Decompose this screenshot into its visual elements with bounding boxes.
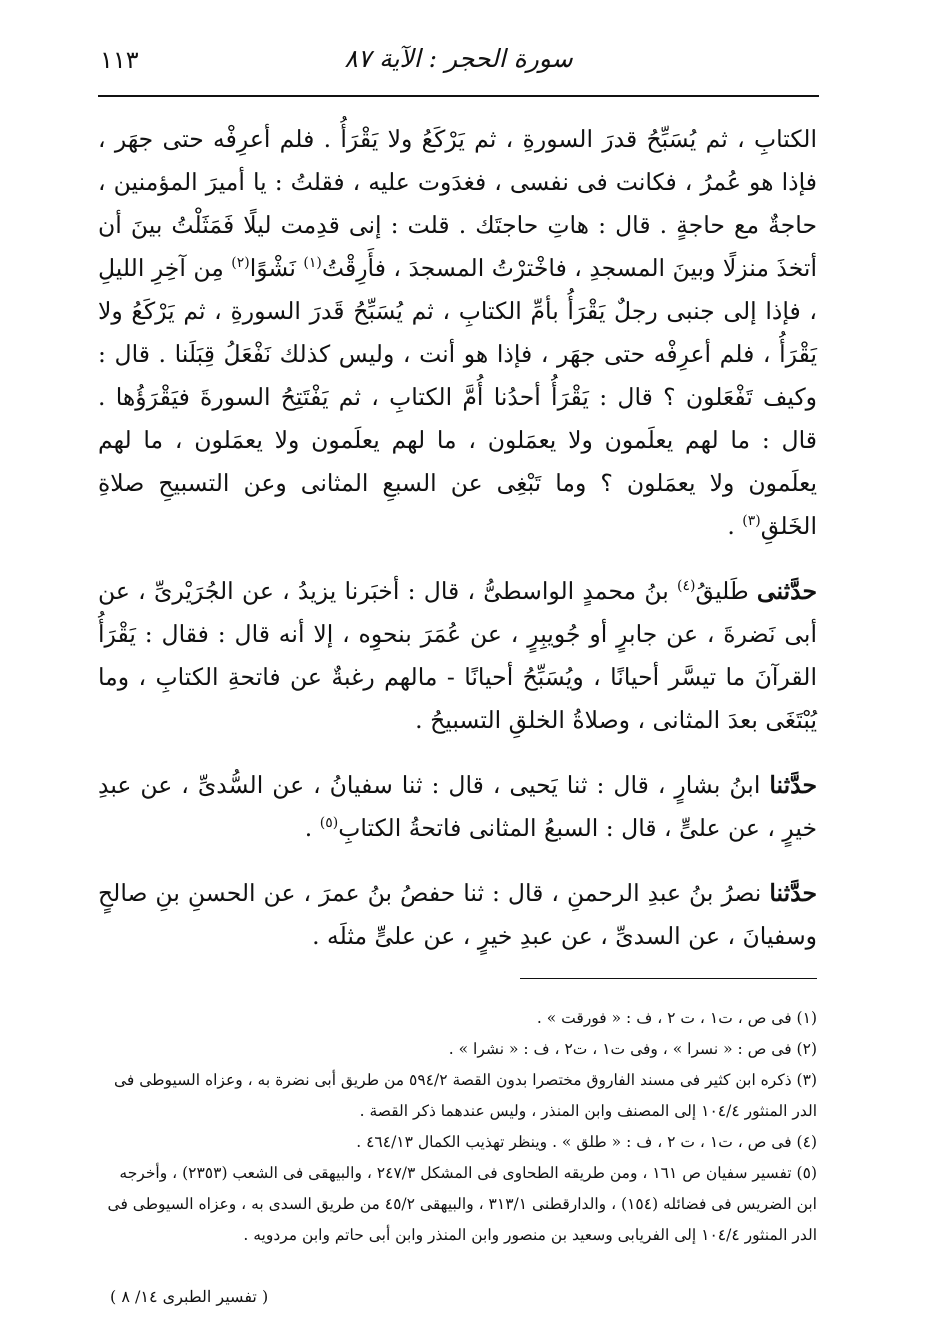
isnad-keyword: حدَّثنى xyxy=(756,577,817,605)
isnad-keyword: حدَّثنا xyxy=(769,771,817,799)
footnote-rule xyxy=(520,978,817,979)
footnote-4: (٤) فى ص ، ت١ ، ت ٢ ، ف : « طلق » . وينظر تهذيب الكمال ٤٦٤/١٣ . xyxy=(356,1133,817,1151)
footnote-ref-5: (٥) xyxy=(319,815,339,832)
header-rule xyxy=(98,95,819,97)
footnote-5: (٥) تفسير سفيان ص ١٦١ ، ومن طريقه الطحاوى فى المشكل ٢٤٧/٣ ، والبيهقى فى الشعب (٢٣٥٣) ، وأخرجه ابن الضريس فى فضائله (١٥٤) ، والدارقطنى ٣١٣/١ ، والبيهقى ٤٥/٢ من طريق السدى به ، وعزاه السيوطى فى الدر المنثور ١٠٤/٤ إلى الفريابى وسعيد بن منصور وابن المنذر وابن أبى حاتم وابن مردويه . xyxy=(107,1164,817,1244)
page-header xyxy=(100,40,817,84)
volume-marker: ( تفسير الطبرى ١٤/ ٨ ) xyxy=(110,1287,269,1306)
paragraph-4: حدَّثنا نصرُ بنُ عبدِ الرحمنِ ، قال : ثنا حفصُ بنُ عمرَ ، عن الحسنِ بنِ صالحٍ وسفيانَ ، عن السدىِّ ، عن عبدِ خيرٍ ، عن علىٍّ مثلَه . xyxy=(98,879,817,950)
main-text xyxy=(98,118,817,958)
page-number: ١١٣ xyxy=(100,46,139,74)
footnote-1: (١) فى ص ، ت١ ، ت ٢ ، ف : « فورقت » . xyxy=(536,1009,817,1027)
footnote-ref-4: (٤) xyxy=(677,578,696,595)
paragraph-1: الكتابِ ، ثم يُسَبِّحُ قدرَ السورةِ ، ثم يَرْكَعُ ولا يَقْرَأُ . فلم أعرِفْه حتى جهَر ، فإذا هو عُمرُ ، فكانت فى نفسى ، فغدَوت عليه ، فقلتُ : يا أميرَ المؤمنين ، حاجةٌ مع حاجةٍ . قال : هاتِ حاجتَك . قلت : إنى قدِمت ليلًا فَمَثَلْتُ بينَ أن أتخذَ منزلًا وبينَ المسجدِ ، فاخْترْتُ المسجدَ ، فأَرِقْتُ$^{(١)}$ نَشْوًا$^{(٢)}$ مِن آخِرِ الليلِ ، فإذا إلى جنبى رجلٌ يَقْرَأُ بأمِّ الكتابِ ، ثم يُسَبِّحُ قَدرَ السورةِ ، ثم يَرْكَعُ ولا يَقْرَأُ ، فلم أعرِفْه حتى جهَر ، فإذا هو أنت ، وليس كذلك نَفْعَلُ قِبَلَنا . قال : وكيف تَفْعَلون ؟ قال : يَقْرَأُ أحدُنا أُمَّ الكتابِ ، ثم يَفْتَتِحُ السورةَ فيَقْرَؤُها . قال : ما لهم يعلَمون ولا يعمَلون ، ما لهم يعلَمون ولا يعمَلون ، ما لهم يعلَمون ولا يعمَلون ؟ وما تَبْغِى عن السبعِ المثانى وعن التسبيحِ صلاةِ الخَلقِ$^{(٣)}$ . xyxy=(98,125,817,540)
isnad-keyword: حدَّثنا xyxy=(769,879,817,907)
paragraph-3: حدَّثنا ابنُ بشارٍ ، قال : ثنا يَحيى ، قال : ثنا سفيانُ ، عن السُّدىِّ ، عن عبدِ خيرٍ ، عن علىٍّ ، قال : السبعُ المثانى فاتحةُ الكتابِ$^{(٥)}$ . xyxy=(98,771,817,842)
running-title: سورة الحجر : الآية ٨٧ xyxy=(344,44,573,73)
footnote-ref-2: (٢) xyxy=(231,255,250,272)
footnote-3: (٣) ذكره ابن كثير فى مسند الفاروق مختصرا بدون القصة ٥٩٤/٢ من طريق أبى نضرة به ، وعزاه السيوطى فى الدر المنثور ١٠٤/٤ إلى المصنف وابن المنذر ، وليس عندهما ذكر القصة . xyxy=(114,1071,817,1120)
footnotes xyxy=(98,1003,817,1251)
footnote-ref-1: (١) xyxy=(303,255,322,272)
footnote-2: (٢) فى ص : « نسرا » ، وفى ت١ ، ت٢ ، ف : « نشرا » . xyxy=(448,1040,817,1058)
paragraph-2: حدَّثنى طَليقُ$^{(٤)}$ بنُ محمدٍ الواسطىُّ ، قال : أخبَرنا يزيدُ ، عن الجُرَيْرىِّ ، عن أبى نَضرةَ ، عن جابرٍ أو جُويبِرٍ ، عن عُمَرَ بنحوِه ، إلا أنه قال : فقال : يَقْرَأُ القرآنَ ما تيسَّر أحيانًا ، ويُسَبِّحُ أحيانًا - مالهم رغبةٌ عن فاتحةِ الكتابِ ، وما يُبْتَغَى بعدَ المثانى ، وصلاةُ الخلقِ التسبيحُ . xyxy=(98,577,817,734)
footnote-ref-3: (٣) xyxy=(742,513,761,530)
